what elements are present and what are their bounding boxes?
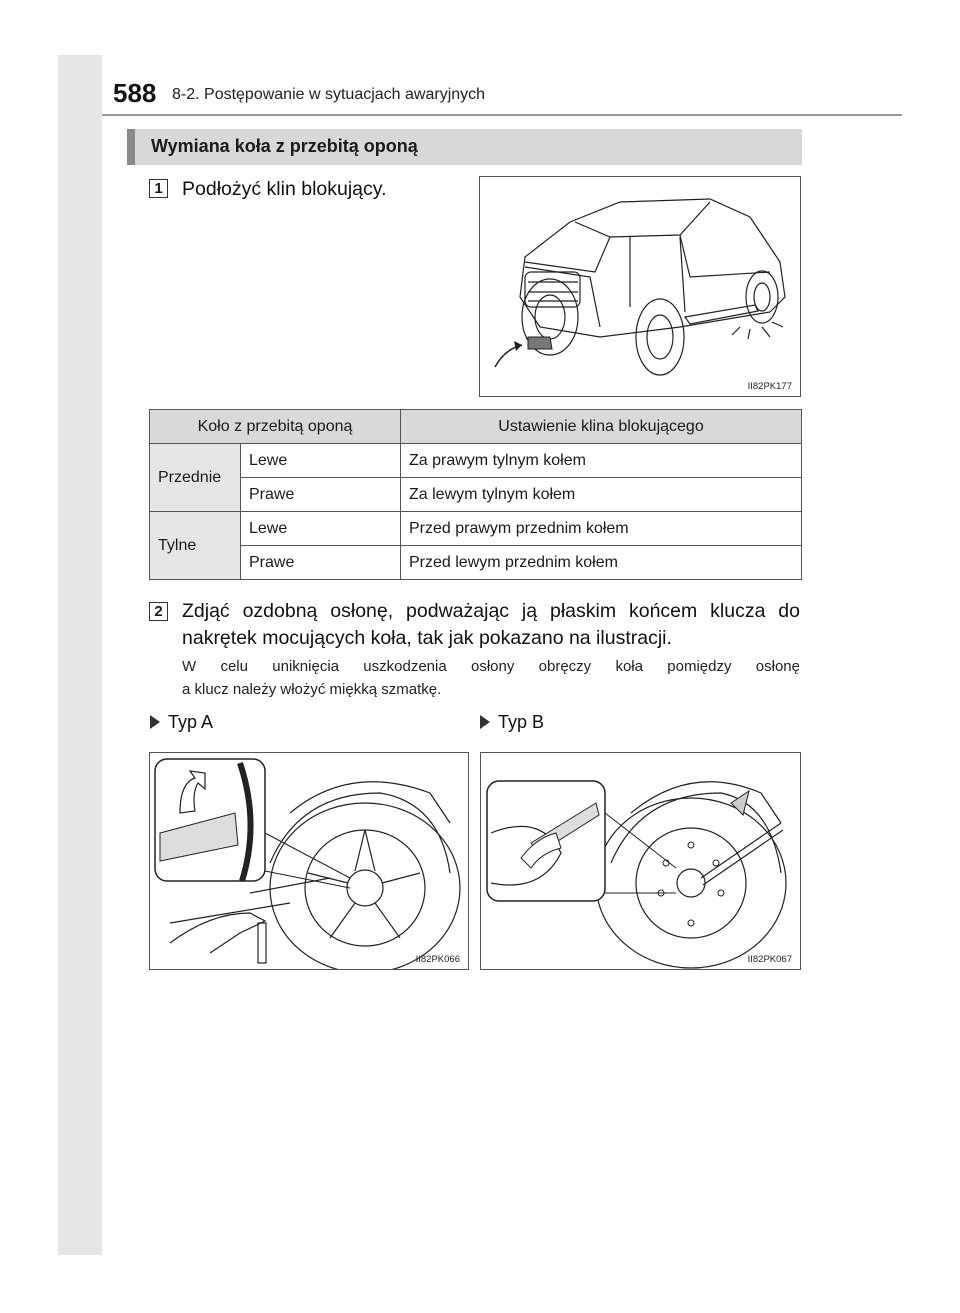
wheel-cover-type-a-illustration <box>150 753 468 969</box>
wheel-cover-type-b-illustration <box>481 753 800 969</box>
figure-type-b <box>480 752 801 970</box>
table-cell-side: Prawe <box>241 546 401 580</box>
triangle-bullet-icon <box>150 715 160 729</box>
page-number: 588 <box>113 78 157 108</box>
step-2-text-line-1: Zdjąć ozdobną osłonę, podważając ją płaskim końcem klucza do <box>182 600 800 622</box>
table-cell-side: Lewe <box>241 512 401 546</box>
table-row <box>150 444 802 478</box>
table-cell-side: Prawe <box>241 478 401 512</box>
note-line-2: a klucz należy włożyć miękką szmatkę. <box>182 681 442 698</box>
table-cell-placement: Za lewym tylnym kołem <box>401 478 802 512</box>
wheel-chock-table <box>149 409 802 580</box>
figure-truck-wheel-chock <box>479 176 801 397</box>
table-cell-placement: Przed prawym przednim kołem <box>401 512 802 546</box>
triangle-bullet-icon <box>480 715 490 729</box>
header-divider <box>102 114 902 116</box>
table-header-row <box>150 410 802 444</box>
note-line-1: W celu uniknięcia uszkodzenia osłony obręczy koła pomiędzy osłonę <box>182 658 800 675</box>
table-group-rear: Tylne <box>150 512 241 580</box>
table-header-flat-wheel: Koło z przebitą oponą <box>150 410 401 444</box>
step-2-text-line-2: nakrętek mocujących koła, tak jak pokazano na ilustracji. <box>182 627 672 649</box>
table-row <box>150 546 802 580</box>
table-header-chock-placement: Ustawienie klina blokującego <box>401 410 802 444</box>
type-a-label <box>150 712 213 733</box>
table-row <box>150 512 802 546</box>
step-number-2: 2 <box>149 602 168 621</box>
table-row <box>150 478 802 512</box>
figure-code: II82PK177 <box>747 381 792 392</box>
table-group-front: Przednie <box>150 444 241 512</box>
figure-code: II82PK066 <box>415 954 460 965</box>
figure-code: II82PK067 <box>747 954 792 965</box>
step-number-1: 1 <box>149 179 168 198</box>
table-cell-placement: Przed lewym przednim kołem <box>401 546 802 580</box>
section-heading-bar <box>127 129 802 165</box>
table-cell-side: Lewe <box>241 444 401 478</box>
type-a-text: Typ A <box>168 712 214 732</box>
figure-type-a <box>149 752 469 970</box>
chapter-title: 8-2. Postępowanie w sytuacjach awaryjnych <box>172 86 486 103</box>
section-title: Wymiana koła z przebitą oponą <box>151 136 418 156</box>
truck-illustration <box>480 177 800 396</box>
side-margin-bar <box>58 55 102 1255</box>
table-cell-placement: Za prawym tylnym kołem <box>401 444 802 478</box>
step-1-text: Podłożyć klin blokujący. <box>182 178 387 200</box>
type-b-label <box>480 712 544 733</box>
step-2-note <box>182 655 800 701</box>
type-b-text: Typ B <box>498 712 545 732</box>
